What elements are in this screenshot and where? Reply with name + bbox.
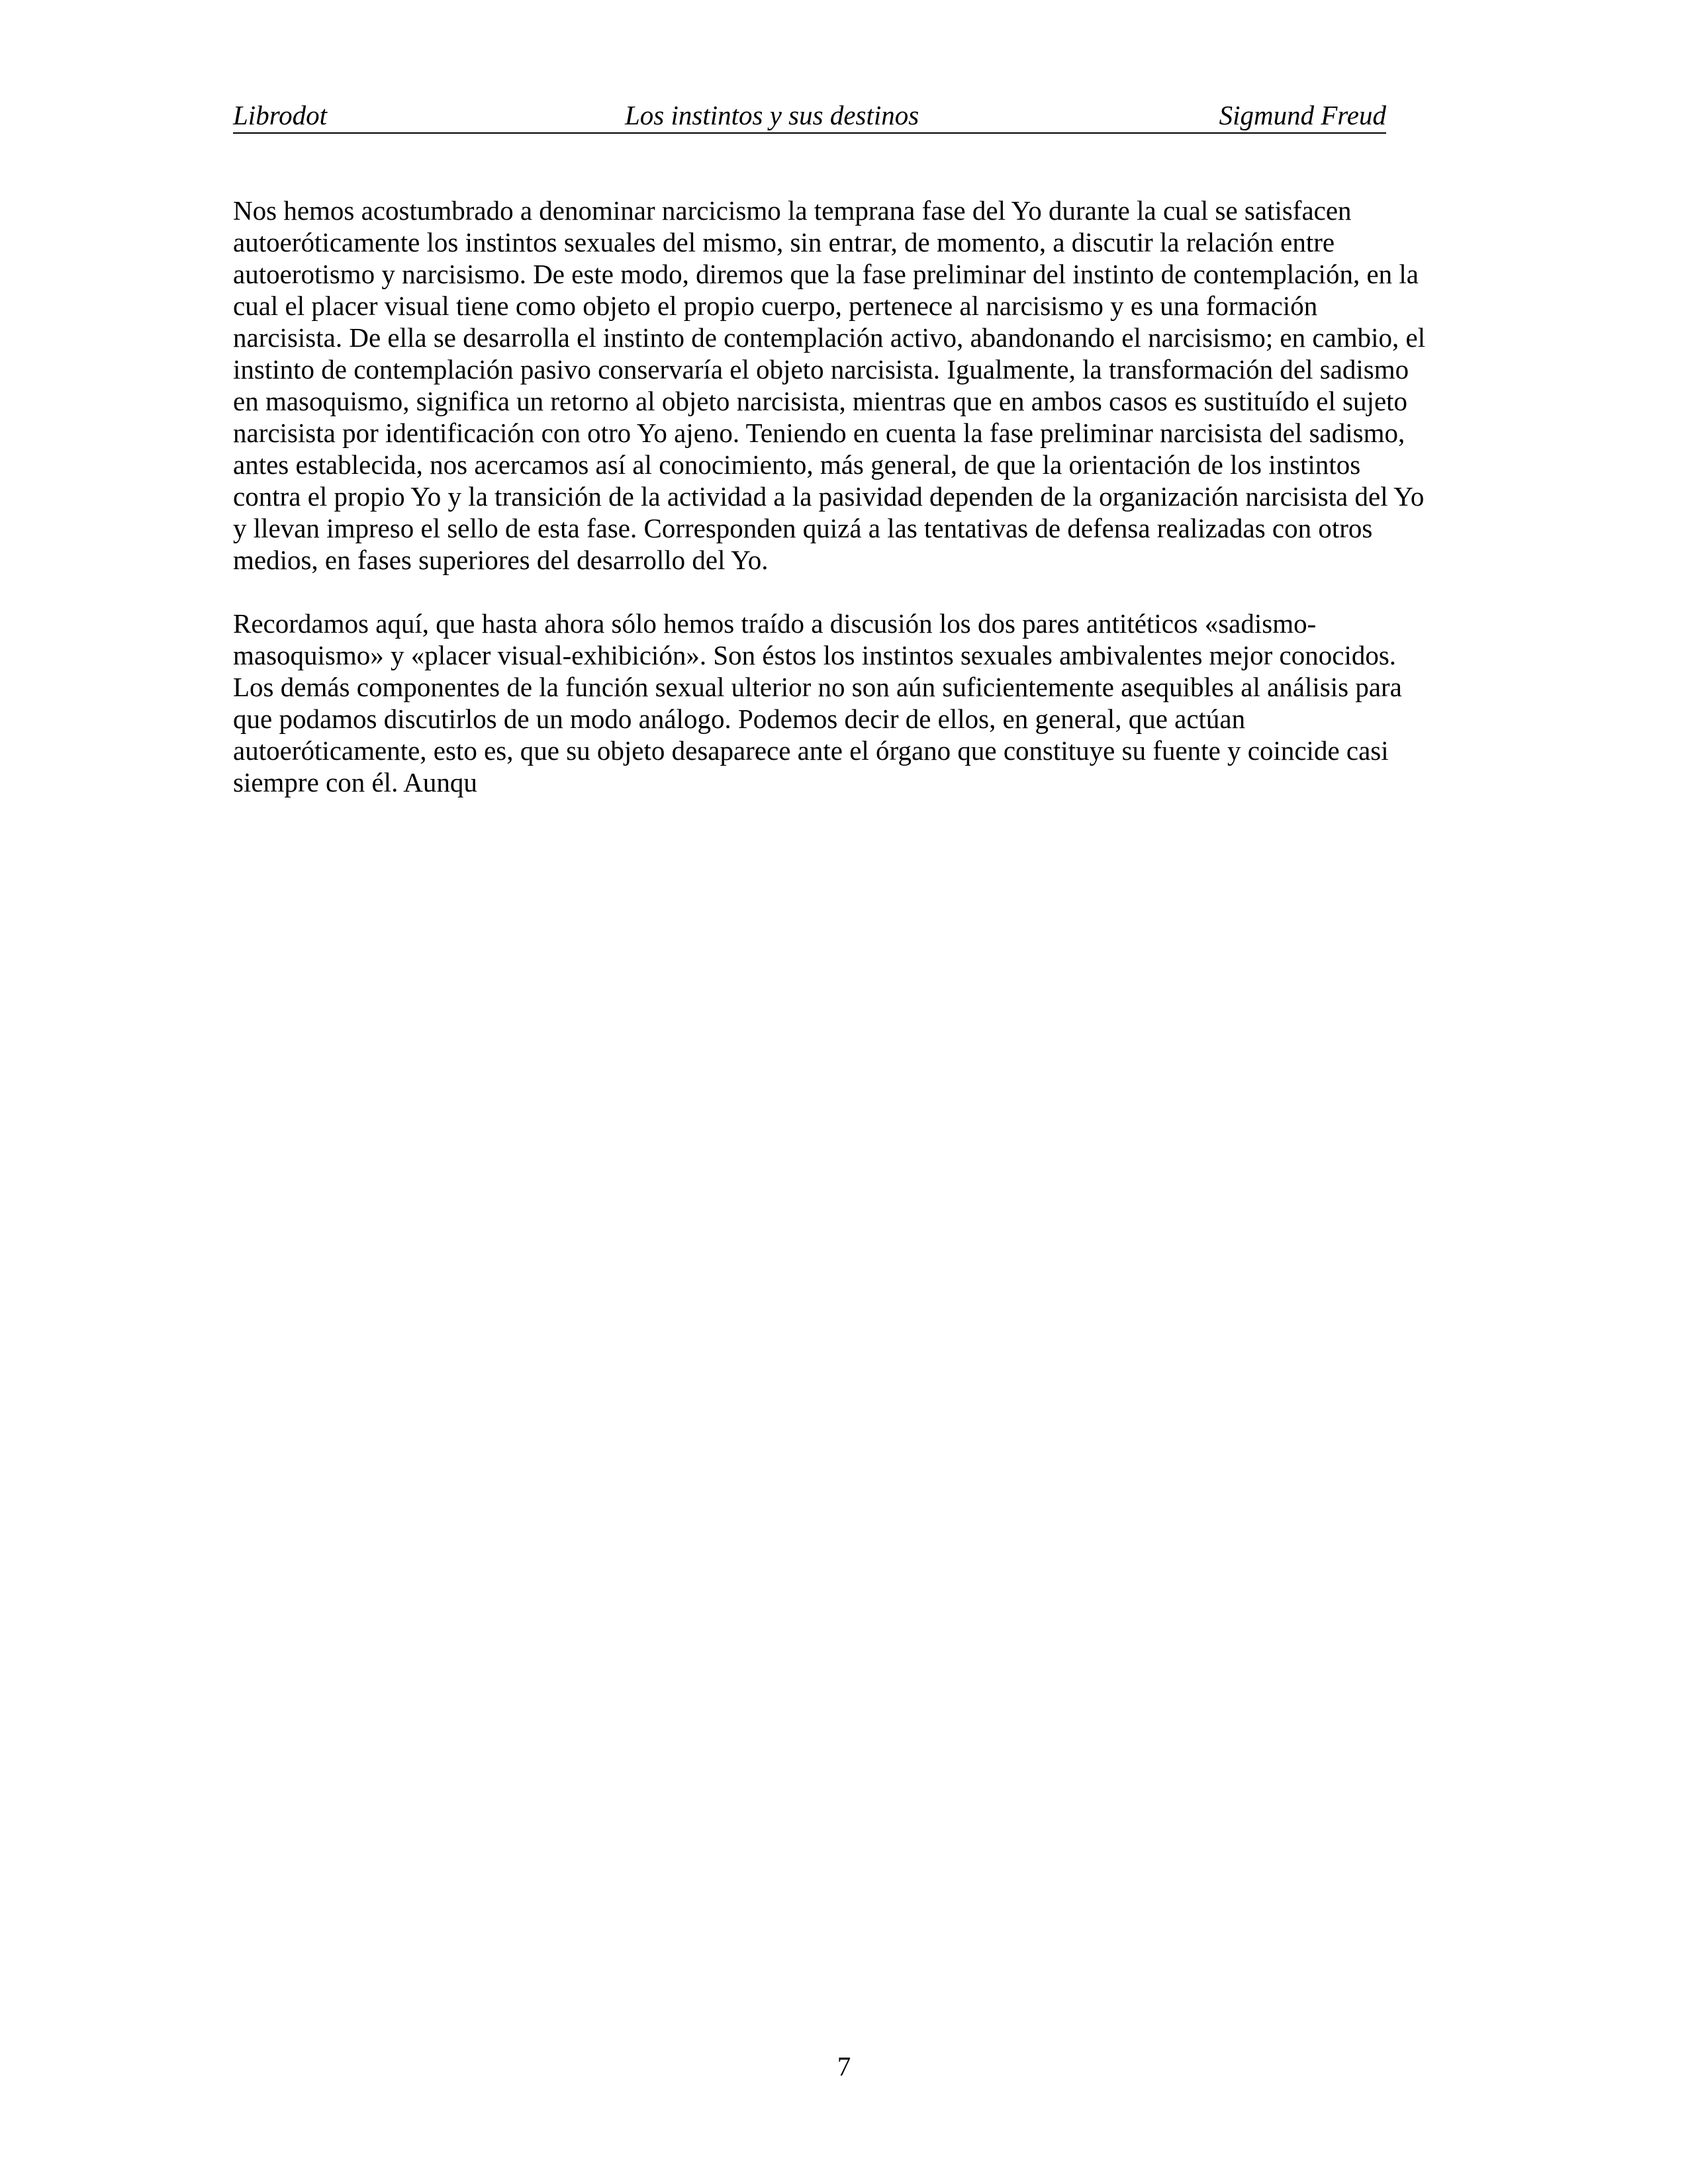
page-number: 7 (837, 2051, 851, 2081)
text-line: que podamos discutirlos de un modo análogo. Podemos decir de ellos, en general, que actúan (233, 704, 1246, 734)
text-line: autoerotismo y narcisismo. De este modo, diremos que la fase preliminar del instinto de contemplación, en la (233, 259, 1419, 289)
header-publisher: Librodot (233, 100, 328, 130)
text-line: autoeróticamente, esto es, que su objeto desaparece ante el órgano que constituye su fuente y coincide casi (233, 735, 1389, 766)
header-title: Los instintos y sus destinos (625, 100, 919, 130)
text-line: narcisista por identificación con otro Yo ajeno. Teniendo en cuenta la fase preliminar narcisista del sadismo, (233, 418, 1405, 448)
text-line: medios, en fases superiores del desarrollo del Yo. (233, 545, 769, 575)
text-line: instinto de contemplación pasivo conservaría el objeto narcisista. Igualmente, la transformación del sadismo (233, 354, 1409, 385)
text-line: siempre con él. Aunqu (233, 767, 477, 797)
text-line: Nos hemos acostumbrado a denominar narcicismo la temprana fase del Yo durante la cual se satisfacen (233, 195, 1352, 226)
text-line: antes establecida, nos acercamos así al conocimiento, más general, de que la orientación de los instintos (233, 449, 1361, 480)
text-line: narcisista. De ella se desarrolla el instinto de contemplación activo, abandonando el narcisismo; en cambio, el (233, 322, 1426, 353)
text-line: Los demás componentes de la función sexual ulterior no son aún suficientemente asequibles al análisis para (233, 672, 1402, 702)
text-line: autoeróticamente los instintos sexuales del mismo, sin entrar, de momento, a discutir la relación entre (233, 227, 1335, 257)
paragraph (233, 195, 1458, 576)
text-line: cual el placer visual tiene como objeto el propio cuerpo, pertenece al narcisismo y es una formación (233, 291, 1318, 321)
text-line: y llevan impreso el sello de esta fase. Corresponden quizá a las tentativas de defensa realizadas con otros (233, 513, 1373, 543)
body-text (233, 195, 1458, 830)
text-line: en masoquismo, significa un retorno al objeto narcisista, mientras que en ambos casos es sustituído el sujeto (233, 386, 1408, 416)
text-line: contra el propio Yo y la transición de la actividad a la pasividad dependen de la organización narcisista del Yo (233, 481, 1425, 512)
text-line: Recordamos aquí, que hasta ahora sólo hemos traído a discusión los dos pares antitéticos «sadismo- (233, 608, 1317, 639)
header-author: Sigmund Freud (1219, 100, 1386, 130)
running-header (233, 98, 1386, 134)
text-line: masoquismo» y «placer visual-exhibición». Son éstos los instintos sexuales ambivalentes mejor conocidos. (233, 640, 1397, 670)
paragraph (233, 608, 1458, 798)
